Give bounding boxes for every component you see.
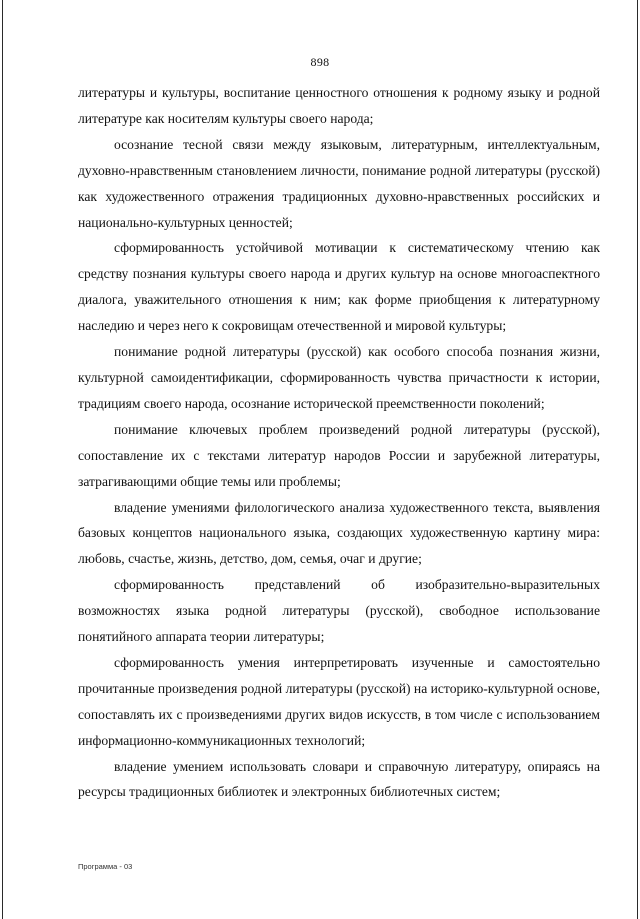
paragraph: владение умениями филологического анализа художественного текста, выявления базовых концептов национального языка, создающих художественную картину мира: любовь, счастье, жизнь, детство, дом, семья, очаг и другие;: [78, 499, 600, 567]
body-text: [78, 80, 600, 805]
paragraph-continuation: литературы и культуры, воспитание ценностного отношения к родному языку и родной литературе как носителям культуры своего народа;: [78, 85, 600, 126]
page-number: 898: [310, 55, 330, 69]
paragraph: владение умением использовать словари и справочную литературу, опираясь на ресурсы традиционных библиотек и электронных библиотечных систем;: [78, 758, 600, 800]
paragraph: сформированность представлений об изобразительно-выразительных возможностях языка родной литературы (русской), свободное использование понятийного аппарата теории литературы;: [78, 577, 600, 645]
scan-border-right: [637, 0, 638, 919]
scan-border-left: [2, 0, 3, 919]
paragraph: понимание ключевых проблем произведений родной литературы (русской), сопоставление их с текстами литератур народов России и зарубежной литературы, затрагивающими общие темы или проблемы;: [78, 421, 600, 489]
paragraph: сформированность умения интерпретировать изученные и самостоятельно прочитанные произведения родной литературы (русской) на историко-культурной основе, сопоставлять их с произведениями других видов искусств, в том числе с использованием информационно-коммуникационных технологий;: [78, 654, 600, 748]
paragraph: осознание тесной связи между языковым, литературным, интеллектуальным, духовно-нравственным становлением личности, понимание родной литературы (русской) как художественного отражения традиционных духовно-нравственных российских и национально-культурных ценностей;: [78, 136, 600, 230]
footer-note: Программа - 03: [78, 862, 133, 871]
paragraph: понимание родной литературы (русской) как особого способа познания жизни, культурной самоидентификации, сформированность чувства причастности к истории, традициям своего народа, осознание исторической преемственности поколений;: [78, 344, 600, 411]
paragraph: сформированность устойчивой мотивации к систематическому чтению как средству познания культуры своего народа и других культур на основе многоаспектного диалога, уважительного отношения к ним; как форме приобщения к литературному наследию и через него к сокровищам отечественной и мировой культуры;: [78, 240, 600, 334]
